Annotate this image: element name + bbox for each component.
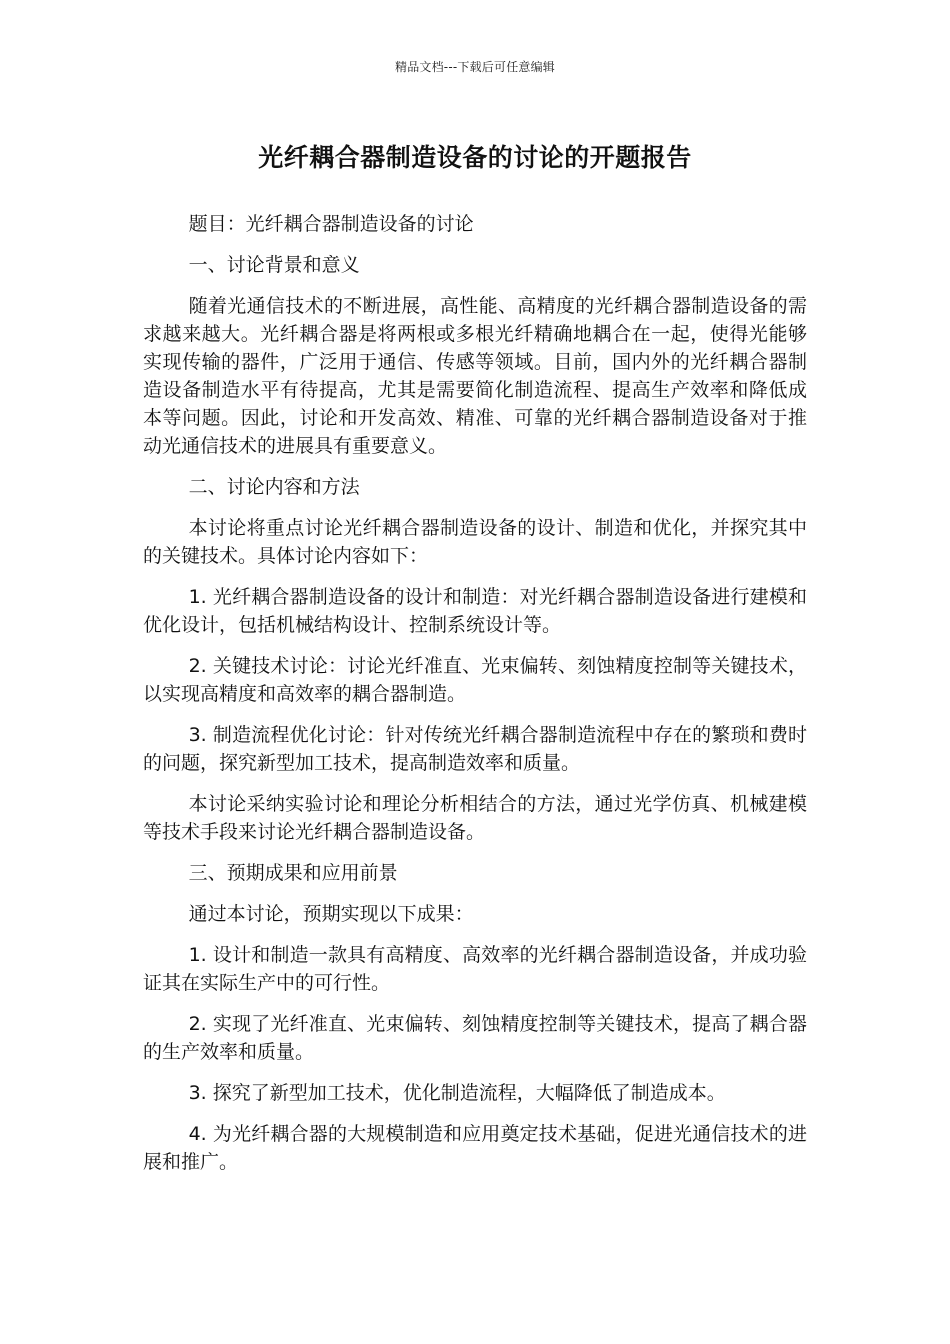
- header-note: 精品文档---下载后可任意编辑: [395, 60, 555, 74]
- list-item: 4. 为光纤耦合器的大规模制造和应用奠定技术基础，促进光通信技术的进展和推广。: [143, 1123, 807, 1173]
- topic-line: 题目：光纤耦合器制造设备的讨论: [188, 213, 474, 235]
- section-heading-expected-results: 三、预期成果和应用前景: [188, 862, 398, 884]
- list-item: 2. 关键技术讨论：讨论光纤准直、光束偏转、刻蚀精度控制等关键技术，以实现高精度和高效率的耦合器制造。: [143, 655, 807, 705]
- paragraph-background: 随着光通信技术的不断进展，高性能、高精度的光纤耦合器制造设备的需求越来越大。光纤耦合器是将两根或多根光纤精确地耦合在一起，使得光能够实现传输的器件，广泛用于通信、传感等领域。目前，国内外的光纤耦合器制造设备制造水平有待提高，尤其是需要简化制造流程、提高生产效率和降低成本等问题。因此，讨论和开发高效、精准、可靠的光纤耦合器制造设备对于推动光通信技术的进展具有重要意义。: [143, 295, 807, 457]
- list-item: 3. 制造流程优化讨论：针对传统光纤耦合器制造流程中存在的繁琐和费时的问题，探究新型加工技术，提高制造效率和质量。: [143, 724, 807, 774]
- paragraph-results-intro: 通过本讨论，预期实现以下成果：: [188, 903, 474, 925]
- list-item: 2. 实现了光纤准直、光束偏转、刻蚀精度控制等关键技术，提高了耦合器的生产效率和质量。: [143, 1013, 807, 1063]
- section-heading-background: 一、讨论背景和意义: [188, 254, 360, 276]
- list-item: 3. 探究了新型加工技术，优化制造流程，大幅降低了制造成本。: [188, 1082, 726, 1104]
- section-heading-content-method: 二、讨论内容和方法: [188, 476, 360, 498]
- list-item: 1. 光纤耦合器制造设备的设计和制造：对光纤耦合器制造设备进行建模和优化设计，包括机械结构设计、控制系统设计等。: [143, 586, 807, 636]
- document-body: [143, 210, 807, 1189]
- paragraph-method: 本讨论采纳实验讨论和理论分析相结合的方法，通过光学仿真、机械建模等技术手段来讨论光纤耦合器制造设备。: [143, 793, 807, 843]
- paragraph-content-intro: 本讨论将重点讨论光纤耦合器制造设备的设计、制造和优化，并探究其中的关键技术。具体讨论内容如下：: [143, 517, 807, 567]
- document-title: 光纤耦合器制造设备的讨论的开题报告: [258, 143, 692, 172]
- list-item: 1. 设计和制造一款具有高精度、高效率的光纤耦合器制造设备，并成功验证其在实际生产中的可行性。: [143, 944, 807, 994]
